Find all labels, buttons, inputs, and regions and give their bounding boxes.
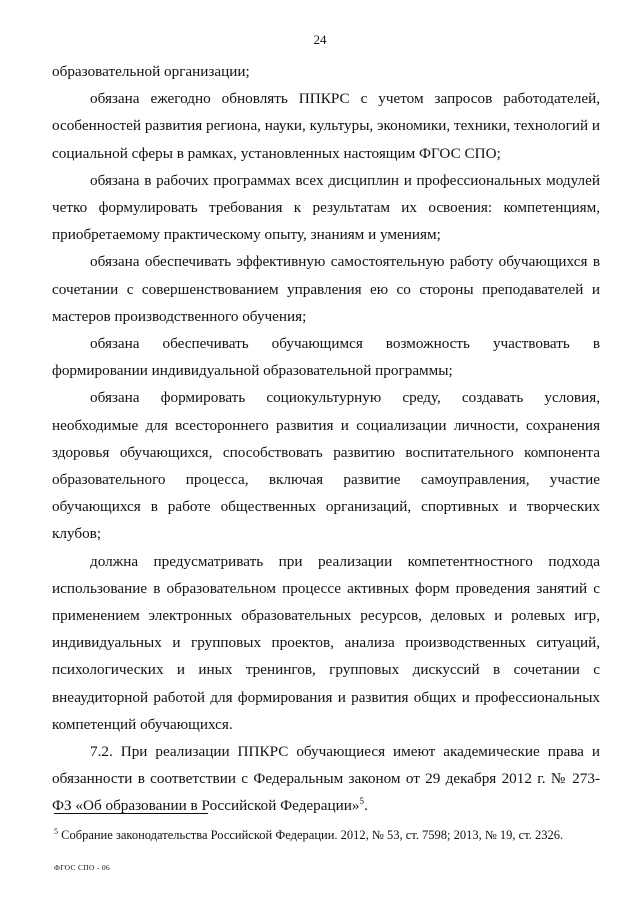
footnote bbox=[54, 827, 614, 843]
footnote-text: Собрание законодательства Российской Федерации. 2012, № 53, ст. 7598; 2013, № 19, ст. 2326. bbox=[58, 828, 564, 842]
paragraph-update-program: обязана ежегодно обновлять ППКРС с учетом запросов работодателей, особенностей развития региона, науки, культуры, экономики, техники, технологий и социальной сферы в рамках, установленных настоящим ФГОС СПО; bbox=[52, 90, 600, 162]
paragraph-work-programs: обязана в рабочих программах всех дисциплин и профессиональных модулей четко формулировать требования к результатам их освоения: компетенциям, приобретаемому практическому опыту, знаниям и умениям; bbox=[52, 171, 600, 244]
document-code: ФГОС СПО - 06 bbox=[54, 863, 110, 872]
paragraph-individual-program: обязана обеспечивать обучающимся возможность участвовать в формировании индивидуальной образовательной программы; bbox=[52, 335, 600, 380]
body-text bbox=[52, 58, 600, 820]
paragraph-active-forms: должна предусматривать при реализации компетентностного подхода использование в образовательном процессе активных форм проведения занятий с применением электронных образовательных ресурсов, деловых и ролевых игр, индивидуальных и групповых проектов, анализа производственных ситуаций, психологических и иных тренингов, групповых дискуссий в сочетании с внеаудиторной работой для формирования и развития общих и профессиональных компетенций обучающихся. bbox=[52, 552, 600, 733]
paragraph-sociocultural-environment: обязана формировать социокультурную среду, создавать условия, необходимые для всестороннего развития и социализации личности, сохранения здоровья обучающихся, способствовать развитию воспитательного компонента образовательного процесса, включая развитие самоуправления, участие обучающихся в работе общественных организаций, спортивных и творческих клубов; bbox=[52, 389, 600, 543]
paragraph-7-2: 7.2. При реализации ППКРС обучающиеся имеют академические права и обязанности в соответствии с Федеральным законом от 29 декабря 2012 г. № 273-ФЗ «Об образовании в Российской Федерации»$^5$. bbox=[52, 743, 600, 815]
paragraph-continuation: образовательной организации; bbox=[52, 63, 250, 80]
footnote-reference: 5 bbox=[359, 796, 364, 807]
page-number: 24 bbox=[313, 32, 327, 47]
footnote-separator bbox=[54, 813, 208, 814]
paragraph-independent-work: обязана обеспечивать эффективную самостоятельную работу обучающихся в сочетании с совершенствованием управления ею со стороны преподавателей и мастеров производственного обучения; bbox=[52, 253, 600, 325]
footnote-marker: 5 bbox=[54, 826, 58, 836]
paragraph-7-2-text: 7.2. При реализации ППКРС обучающиеся имеют академические права и обязанности в соответствии с Федеральным законом от 29 декабря 2012 г. № 273-ФЗ «Об образовании в Российской Федерации» bbox=[52, 743, 600, 815]
